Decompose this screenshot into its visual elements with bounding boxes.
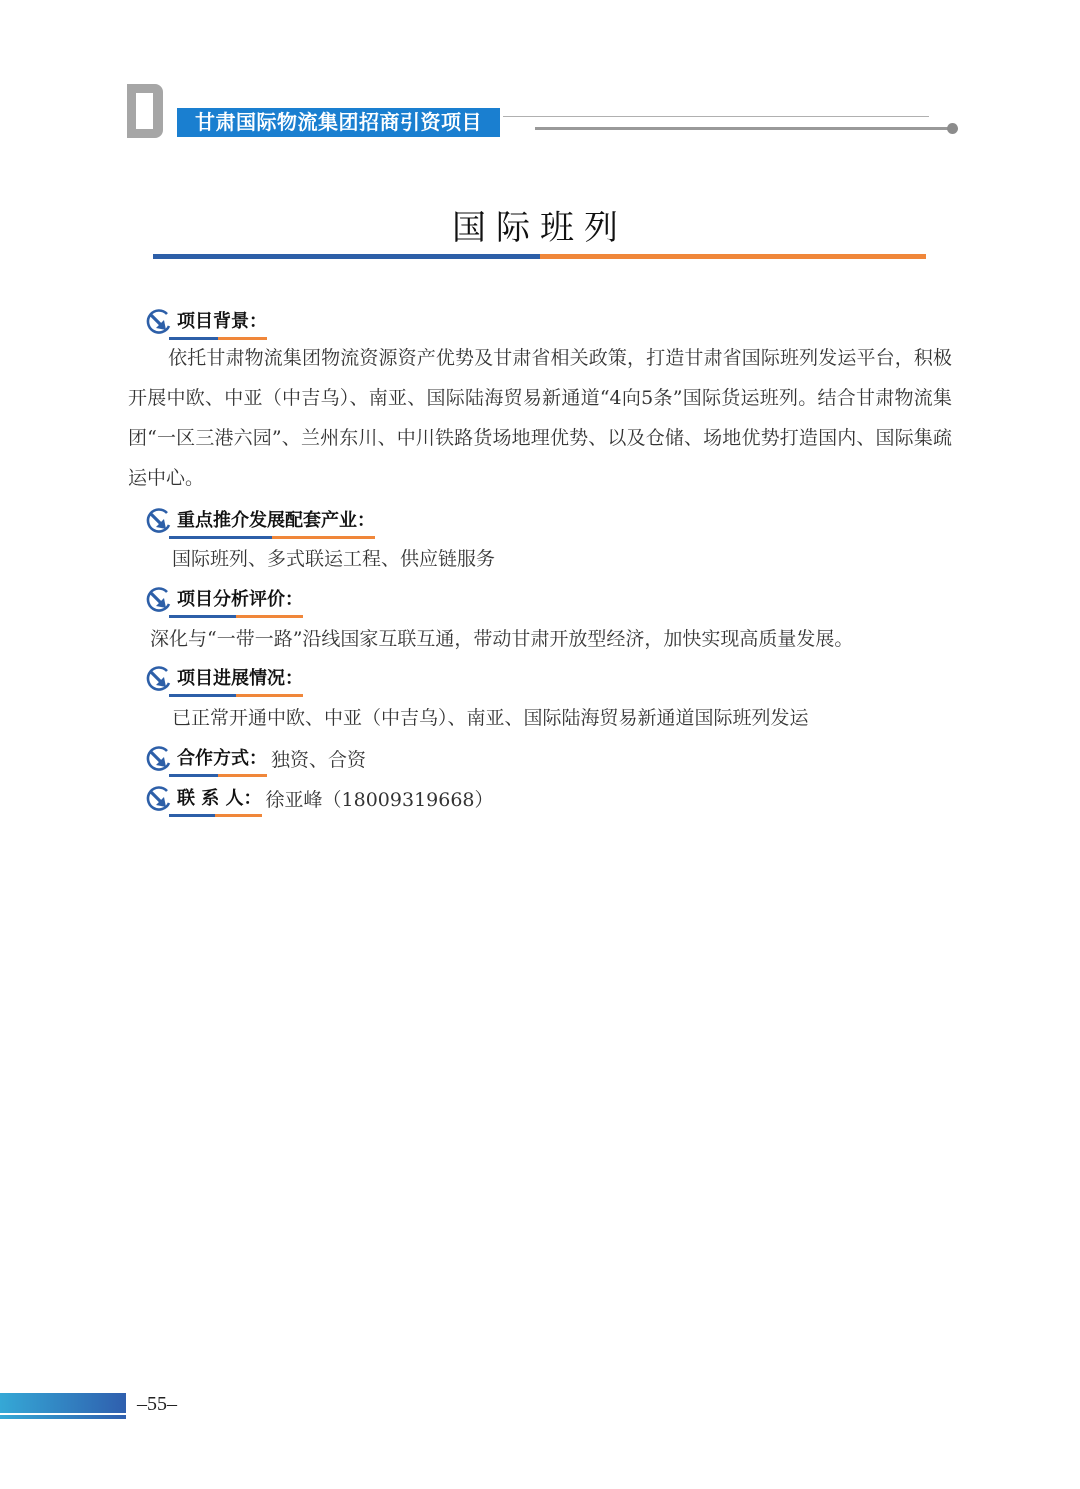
section-label bbox=[177, 585, 303, 614]
footer-bar bbox=[0, 1393, 126, 1413]
background-paragraph bbox=[128, 338, 952, 498]
section-label bbox=[177, 784, 262, 813]
section-progress-heading bbox=[143, 662, 303, 694]
background-text: 依托甘肃物流集团物流资源资产优势及甘肃省相关政策，打造甘肃省国际班列发运平台，积极开展中欧、中亚（中吉乌）、南亚、国际陆海贸易新通道“4向5条”国际货运班列。结合甘肃物流集团“一区三港六园”、兰州东川、中川铁路货场地理优势、以及仓储、场地优势打造国内、国际集疏运中心。 bbox=[128, 347, 952, 489]
industries-text: 国际班列、多式联运工程、供应链服务 bbox=[172, 548, 496, 570]
label-underline bbox=[169, 536, 375, 539]
header-divider-dot-icon bbox=[947, 123, 958, 134]
section-cooperation-heading bbox=[143, 742, 366, 774]
section-label bbox=[177, 744, 267, 773]
section-contact-heading bbox=[143, 782, 494, 814]
header-divider-thin bbox=[503, 116, 929, 117]
section-label-text: 联 系 人： bbox=[177, 787, 262, 809]
arrow-circle-icon bbox=[143, 783, 173, 813]
page-title: 国际班列 bbox=[452, 208, 628, 248]
contact-text: 徐亚峰（18009319668） bbox=[265, 788, 494, 811]
footer-bar-thin bbox=[0, 1415, 126, 1419]
section-label-text: 合作方式： bbox=[177, 747, 267, 769]
arrow-circle-icon bbox=[143, 584, 173, 614]
section-label bbox=[177, 506, 375, 535]
arrow-circle-icon bbox=[143, 306, 173, 336]
section-label-text: 项目分析评价： bbox=[177, 588, 303, 610]
header-logo-d-icon bbox=[127, 84, 163, 138]
progress-text: 已正常开通中欧、中亚（中吉乌）、南亚、国际陆海贸易新通道国际班列发运 bbox=[172, 707, 809, 729]
title-rule-orange bbox=[540, 254, 926, 259]
label-underline bbox=[169, 694, 303, 697]
label-underline bbox=[169, 774, 267, 777]
label-underline bbox=[169, 615, 303, 618]
section-label bbox=[177, 307, 267, 336]
title-rule bbox=[153, 254, 926, 259]
arrow-circle-icon bbox=[143, 743, 173, 773]
section-label bbox=[177, 664, 303, 693]
section-label-text: 项目背景： bbox=[177, 310, 267, 332]
section-label-text: 重点推介发展配套产业： bbox=[177, 509, 375, 531]
title-rule-blue bbox=[153, 254, 540, 259]
section-background-heading bbox=[143, 305, 267, 337]
arrow-circle-icon bbox=[143, 505, 173, 535]
section-evaluation-heading bbox=[143, 583, 303, 615]
header-divider-thick bbox=[535, 127, 953, 130]
arrow-circle-icon bbox=[143, 663, 173, 693]
section-label-text: 项目进展情况： bbox=[177, 667, 303, 689]
label-underline bbox=[169, 814, 262, 817]
page-number: –55– bbox=[137, 1393, 177, 1415]
evaluation-text: 深化与“一带一路”沿线国家互联互通，带动甘肃开放型经济，加快实现高质量发展。 bbox=[150, 628, 854, 650]
cooperation-text: 独资、合资 bbox=[271, 748, 367, 771]
section-industries-heading bbox=[143, 504, 375, 536]
header-banner: 甘肃国际物流集团招商引资项目 bbox=[177, 108, 500, 137]
